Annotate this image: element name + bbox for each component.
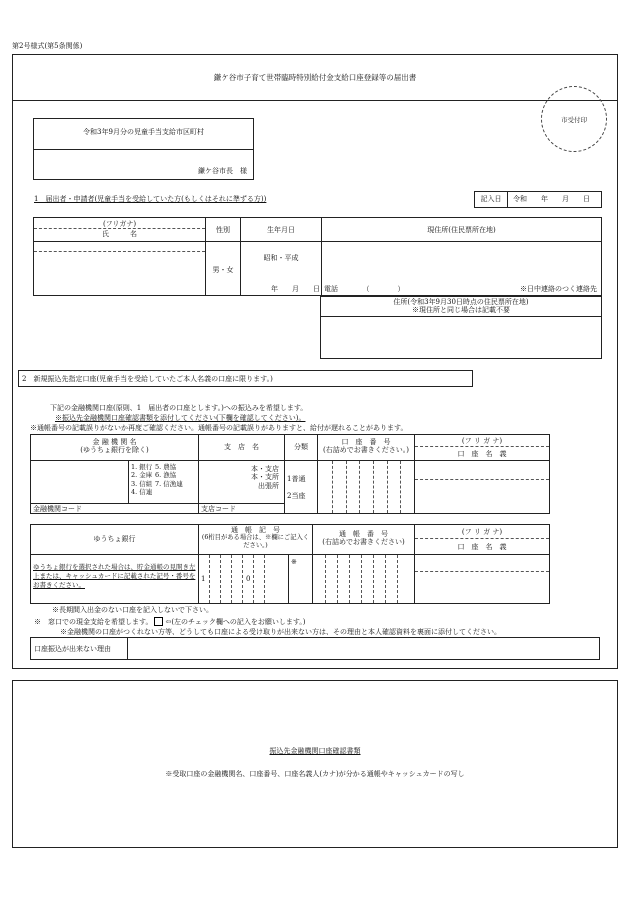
branch-type-option[interactable]: 本・支所 [251,473,279,482]
passbook-number-header [313,525,414,555]
municipality-header: 令和3年9月分の児童手当支給市区町村 [34,119,253,150]
bank-header [31,435,198,461]
attachment-note: ※受取口座の金融機関名、口座番号、口座名義人(カナ)が分かる通帳やキャッシュカードの写し [165,770,465,778]
yucho-furigana-label: (フ リ ガ ナ) [415,525,549,539]
name-label: 氏 名 [34,230,205,242]
digit-divider [220,555,221,603]
bank-type-option[interactable]: 2. 金庫 [131,471,153,480]
digit-divider [337,555,338,603]
gender-label: 性別 [206,218,240,242]
digit-divider [242,555,243,603]
digit-divider [253,555,254,603]
class-option-ordinary[interactable]: 1普通 [287,475,306,483]
dob-ymd[interactable]: 年 月 日 [271,285,320,293]
digit-divider [373,555,374,603]
dob-era[interactable]: 昭和・平成 [263,254,299,262]
recipient: 鎌ケ谷市長 様 [198,167,247,175]
cash-request-line [34,617,306,626]
separate-address-note: ※現住所と同じ場合は記載不要 [412,306,510,315]
passbook-number-sub: (右詰めでお書きください) [322,538,405,547]
symbol-first-digit: 1 [201,575,206,583]
dob-label: 生年月日 [241,218,321,242]
passbook-number-title: 通 帳 番 号 [339,530,388,538]
digit-divider [231,555,232,603]
reason-input[interactable] [129,638,599,659]
yucho-table [30,524,550,604]
passbook-symbol-sub: (6桁目がある場合は、※欄にご記入ください。) [201,534,310,549]
digit-divider [209,555,210,603]
separate-address-box [320,296,602,359]
digit-divider [359,461,360,513]
yucho-holder-label: 口 座 名 義 [415,539,549,555]
attachment-title: 振込先金融機関口座確認書類 [269,747,361,755]
passbook-symbol-title: 通 帳 記 号 [231,526,280,534]
digit-divider [346,461,347,513]
note-6: ※金融機関の口座がつくれない方等、どうしても口座による受け取りが出来ない方は、その理由と本人確認資料を裏面に添付してください。 [60,628,501,636]
bank-table [30,434,550,514]
class-option-current[interactable]: 2当座 [287,492,306,500]
holder-label: 口 座 名 義 [415,447,549,461]
digit-divider [397,555,398,603]
gender-value[interactable]: 男・女 [212,266,234,274]
separate-address-header [321,297,601,317]
digit-divider [373,461,374,513]
bank-type-option[interactable]: 3. 信組 [131,479,153,488]
furigana-line [34,251,205,252]
reason-label: 口座振込が出来ない理由 [31,638,128,659]
bank-type-option[interactable]: 7. 信漁連 [155,479,183,488]
stamp-label: 市受付印 [561,116,587,124]
note-1: 下記の金融機関口座(原則、1 届出者の口座とします。)への振込みを希望します。 [50,404,308,412]
bank-type-list[interactable] [131,463,198,497]
cash-request-instruction: ⇦(左のチェック欄への記入をお願いします。) [165,618,306,626]
symbol-last-digit: 0 [246,575,251,583]
separate-address-label: 住所(令和3年9月30日時点の住民票所在地) [393,298,529,306]
yucho-note: ゆうちょ銀行を選択された場合は、貯金通帳の見開き左上または、キャッシュカードに記載された記号・番号をお書きください。 [33,563,196,589]
digit-divider [361,555,362,603]
reception-stamp [541,86,607,152]
account-number-title: 口 座 番 号 [341,438,391,446]
form-number: 第2号様式(第5条関係) [12,42,83,50]
bank-code-label: 金融機関コード [31,503,198,513]
symbol-star: ※ [291,558,297,566]
entry-date-box [474,191,602,208]
yucho-furigana-line [415,571,549,572]
class-label: 分類 [285,435,317,461]
applicant-table [33,217,602,296]
passbook-symbol-header [199,525,312,555]
section1-heading: 1 届出者・申請者(児童手当を受給していた方(もしくはそれに準ずる方)) [34,195,267,203]
digit-divider [385,555,386,603]
holder-furigana-label: (フ リ ガ ナ) [415,435,549,447]
branch-type-option[interactable]: 本・支店 [251,465,279,473]
reason-box [30,637,600,660]
branch-type-list[interactable] [243,465,283,490]
bank-type-option[interactable]: 4. 信連 [131,488,153,497]
col-divider [288,555,289,603]
section2-heading: 2 新規振込先指定口座(児童手当を受給していたご本人名義の口座に限ります。) [18,370,473,387]
digit-divider [400,461,401,513]
branch-type-option[interactable]: 出張所 [258,481,279,490]
digit-divider [264,555,265,603]
phone-note: ※日中連絡のつく連絡先 [520,285,597,293]
digit-divider [349,555,350,603]
bank-type-option[interactable]: 5. 農協 [155,463,177,471]
yucho-label: ゆうちょ銀行 [31,525,198,555]
bank-header-title: 金 融 機 関 名 [92,438,137,446]
bank-type-option[interactable]: 1. 銀行 [131,463,153,471]
furigana-label: (フリガナ) [34,220,205,229]
note-4: ※長期間入出金のない口座を記入しないで下さい。 [52,606,213,614]
digit-divider [387,461,388,513]
attachment-box [12,680,618,848]
form-title: 鎌ケ谷市子育て世帯臨時特別給付金支給口座登録等の届出書 [13,55,617,101]
cash-request-text: ※ 窓口での現金支給を希望します。 [34,618,153,626]
entry-date-value[interactable]: 令和 年 月 日 [513,195,590,203]
digit-divider [332,461,333,513]
account-number-sub: (右詰めでお書きください。) [323,446,409,455]
note-2: ※振込先金融機関口座確認書類を添付してください(下欄を確認してください)。 [55,414,306,422]
bank-name-divider [128,461,129,503]
bank-header-sub: (ゆうちょ銀行を除く) [80,446,149,455]
account-number-header [318,435,414,461]
branch-code-label: 支店コード [199,503,284,513]
entry-date-label: 記入日 [475,192,508,207]
address-label: 現住所(住民票所在地) [322,218,601,242]
municipality-box [33,118,254,180]
digit-divider [325,555,326,603]
holder-furigana-line [415,479,549,480]
phone-field[interactable]: 電話 （ ） [324,285,405,293]
bank-type-option[interactable]: 6. 漁協 [155,471,177,480]
branch-label: 支 店 名 [199,435,284,461]
note-3: ※通帳番号の記載誤りがないか再度ご確認ください。通帳番号の記載誤りがありますと、給付が遅れることがあります。 [30,424,408,432]
cash-request-checkbox[interactable] [154,617,163,626]
